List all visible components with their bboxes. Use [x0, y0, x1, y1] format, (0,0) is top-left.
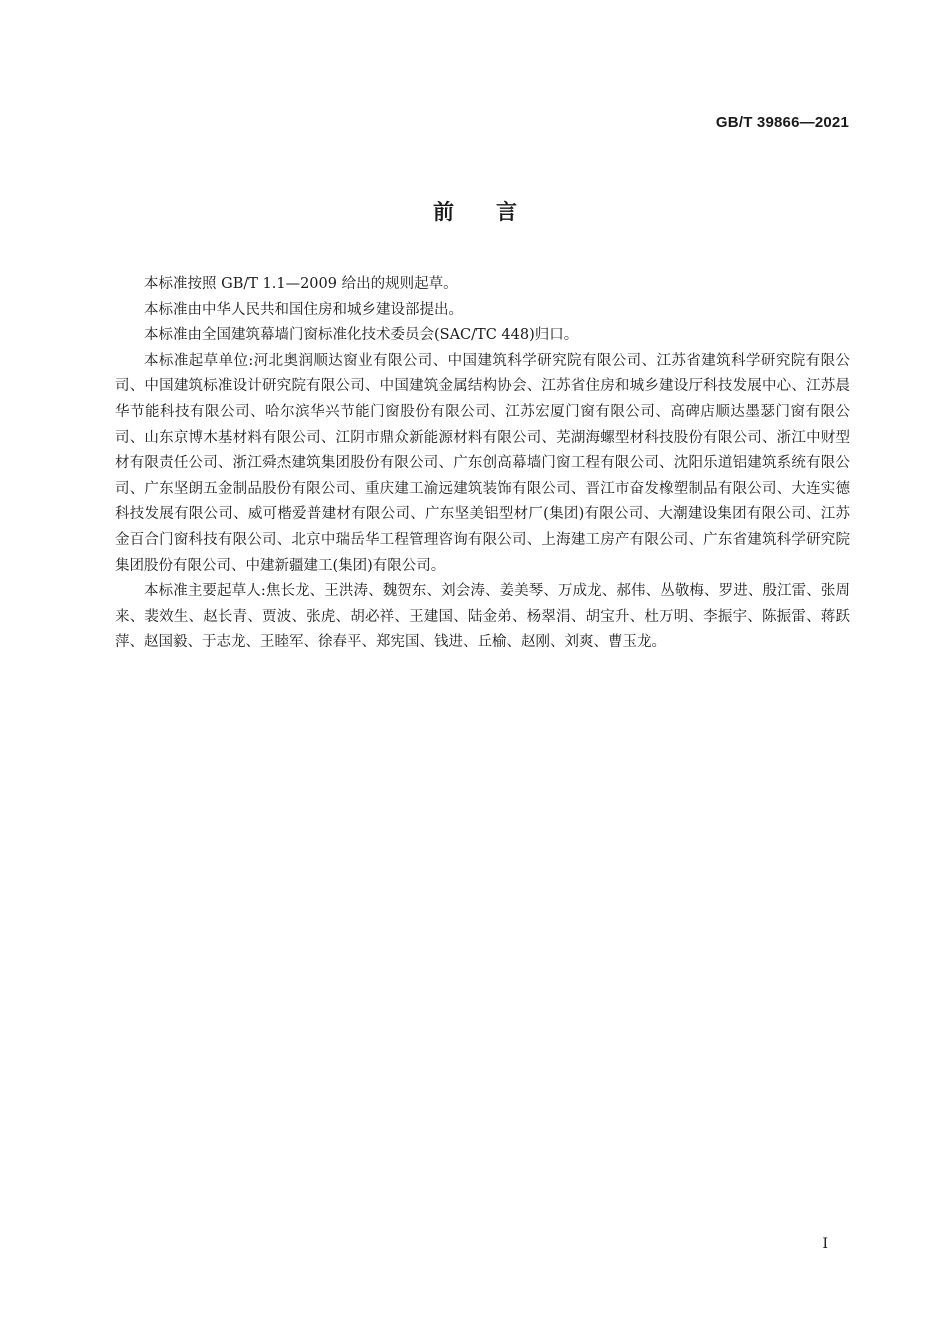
document-body	[115, 272, 850, 656]
page-title: 前言	[433, 200, 559, 224]
paragraph-drafters: 本标准主要起草人:焦长龙、王洪涛、魏贺东、刘会涛、姜美琴、万成龙、郝伟、丛敬梅、罗进、殷江雷、张周来、裴效生、赵长青、贾波、张虎、胡必祥、王建国、陆金弟、杨翠涓、胡宝升、杜万明、李振宇、陈振雷、蒋跃萍、赵国毅、于志龙、王睦军、徐春平、郑宪国、钱进、丘榆、赵刚、刘爽、曹玉龙。	[115, 583, 850, 651]
paragraph-drafting-rules: 本标准按照 GB/T 1.1—2009 给出的规则起草。	[144, 276, 458, 292]
paragraph-drafting-units: 本标准起草单位:河北奥润顺达窗业有限公司、中国建筑科学研究院有限公司、江苏省建筑科学研究院有限公司、中国建筑标准设计研究院有限公司、中国建筑金属结构协会、江苏省住房和城乡建设厅科技发展中心、江苏晨华节能科技有限公司、哈尔滨华兴节能门窗股份有限公司、江苏宏厦门窗有限公司、高碑店顺达墨瑟门窗有限公司、山东京博木基材料有限公司、江阴市鼎众新能源材料有限公司、芜湖海螺型材科技股份有限公司、浙江中财型材有限责任公司、浙江舜杰建筑集团股份有限公司、广东创高幕墙门窗工程有限公司、沈阳乐道铝建筑系统有限公司、广东坚朗五金制品股份有限公司、重庆建工渝远建筑装饰有限公司、晋江市奋发橡塑制品有限公司、大连实德科技发展有限公司、威可楷爱普建材有限公司、广东坚美铝型材厂(集团)有限公司、大潮建设集团有限公司、江苏金百合门窗科技有限公司、北京中瑞岳华工程管理咨询有限公司、上海建工房产有限公司、广东省建筑科学研究院集团股份有限公司、中建新疆建工(集团)有限公司。	[115, 352, 850, 574]
paragraph-proposer: 本标准由中华人民共和国住房和城乡建设部提出。	[144, 301, 463, 318]
standard-number: GB/T 39866—2021	[715, 114, 849, 131]
page-number: I	[822, 1236, 828, 1252]
paragraph-committee: 本标准由全国建筑幕墙门窗标准化技术委员会(SAC/TC 448)归口。	[144, 327, 579, 344]
